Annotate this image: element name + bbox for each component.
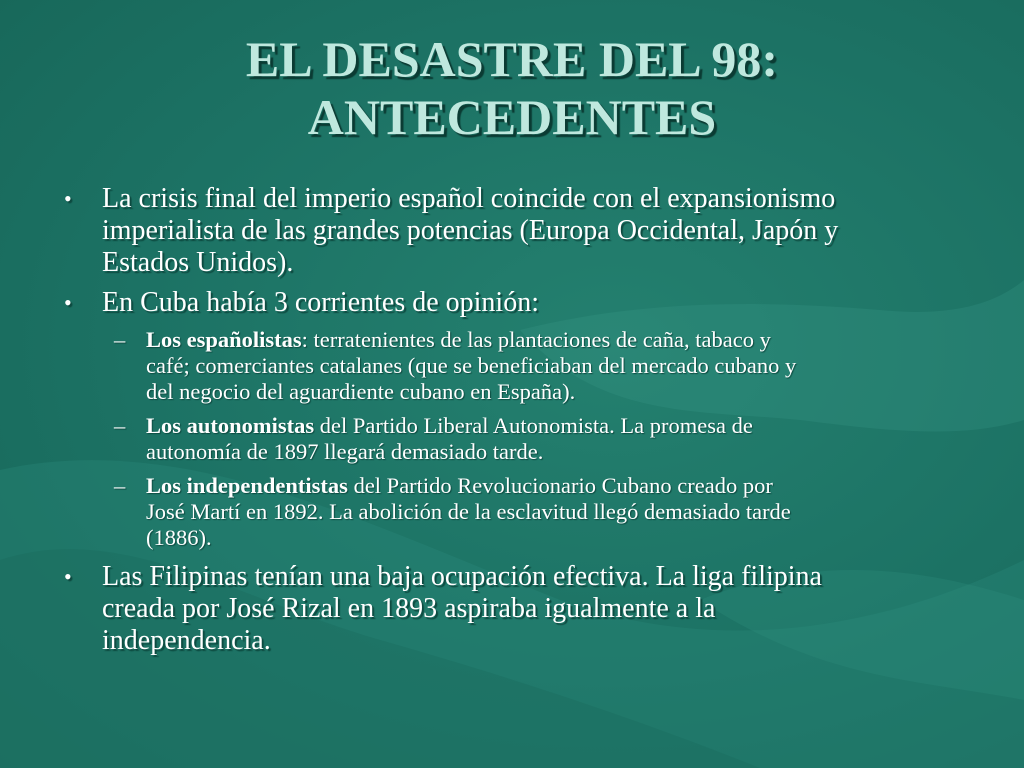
sub-bullet-line: autonomía de 1897 llegará demasiado tarde. [146,439,544,464]
sub-bullet-marker: – [114,327,126,352]
slide-content [60,183,970,657]
sub-bullet-line: José Martí en 1892. La abolición de la esclavitud llegó demasiado tarde [146,499,791,524]
sub-bullet-marker: – [114,473,126,498]
sub-bullet-line: café; comerciantes catalanes (que se beneficiaban del mercado cubano y [146,353,797,378]
sub-bullet-text: : terratenientes de las plantaciones de caña, tabaco y [301,327,771,352]
sub-bullet-text: del Partido Liberal Autonomista. La promesa de [314,413,753,438]
sub-bullet-term: Los independentistas [146,473,348,498]
bullet-item [60,561,970,657]
sub-bullet-marker: – [114,413,126,438]
bullet-text-line: independencia. [102,625,271,656]
bullet-marker: • [64,290,72,315]
bullet-item [60,183,970,279]
bullet-marker: • [64,564,72,589]
sub-bullet-line [146,473,970,499]
sub-bullet-line: del negocio del aguardiente cubano en España). [146,379,576,404]
bullet-text-line: Estados Unidos). [102,247,294,278]
bullet-marker: • [64,186,72,211]
bullet-item [60,287,970,319]
title-line-2: ANTECEDENTES [307,89,717,145]
bullet-text-line: La crisis final del imperio español coincide con el expansionismo [102,183,836,214]
title-line-1: EL DESASTRE DEL 98: [245,31,779,87]
sub-bullet-term: Los autonomistas [146,413,315,438]
sub-bullet-term: Los españolistas [146,327,302,352]
bullet-text-line: imperialista de las grandes potencias (Europa Occidental, Japón y [102,215,839,246]
sub-bullet-line [146,327,970,353]
sub-bullet-item [60,327,970,405]
sub-bullet-item [60,413,970,465]
bullet-text-line: Las Filipinas tenían una baja ocupación efectiva. La liga filipina [102,561,822,592]
sub-bullet-text: del Partido Revolucionario Cubano creado por [347,473,773,498]
sub-bullet-line: (1886). [146,525,212,550]
bullet-text-line: En Cuba había 3 corrientes de opinión: [102,287,539,318]
sub-bullet-line [146,413,970,439]
slide-title [0,30,1024,146]
sub-bullet-item [60,473,970,551]
bullet-text-line: creada por José Rizal en 1893 aspiraba igualmente a la [102,593,716,624]
